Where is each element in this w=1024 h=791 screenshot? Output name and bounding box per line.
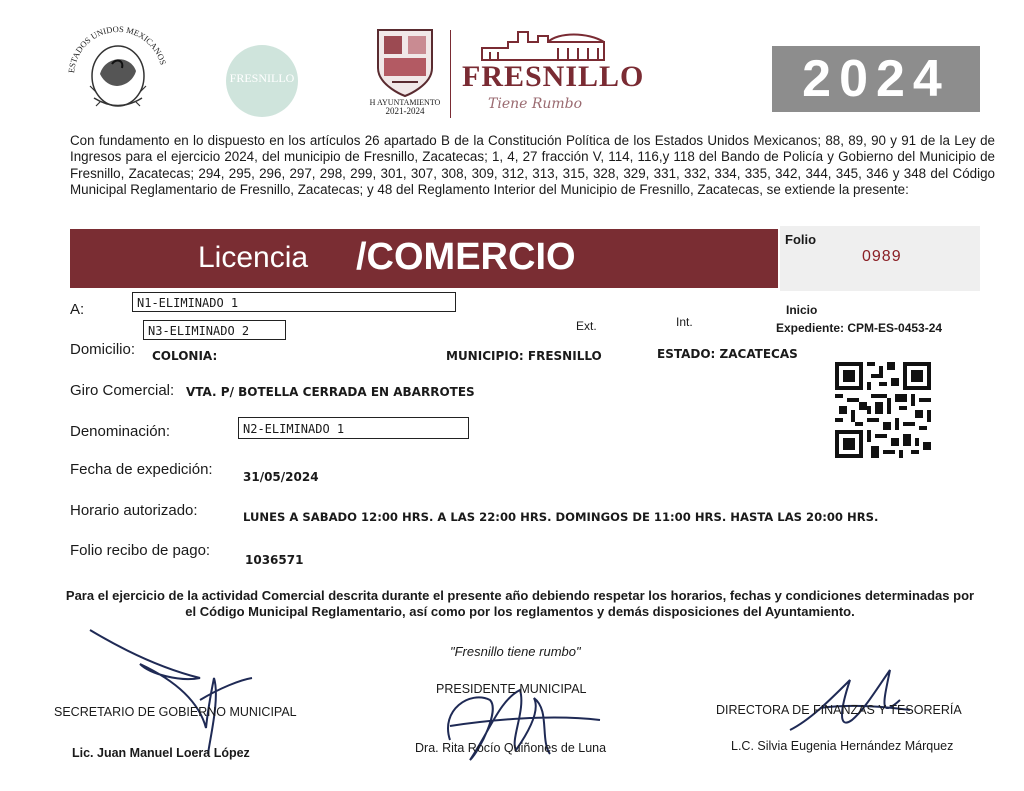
- giro-value: VTA. P/ BOTELLA CERRADA EN ABARROTES: [186, 385, 475, 399]
- fecha-label: Fecha de expedición:: [70, 461, 213, 478]
- title-licencia: Licencia: [198, 241, 309, 274]
- horario-value: LUNES A SABADO 12:00 HRS. A LAS 22:00 HRS. DOMINGOS DE 11:00 HRS. HASTA LAS 20:00 HRS.: [243, 510, 879, 524]
- municipality-name: FRESNILLO: [462, 60, 645, 93]
- title-comercio: /COMERCIO: [356, 236, 576, 278]
- inicio-label: Inicio: [786, 303, 818, 317]
- ayuntamiento-label: H AYUNTAMIENTO: [369, 98, 441, 107]
- qr-code: [835, 362, 931, 458]
- footer-conditions-text: Para el ejercicio de la actividad Comercial descrita durante el presente año debiendo respetar los horarios, fechas y condiciones determinadas por el Código Municipal Reglamentario, así como por los reglamentos y demás disposiciones del Ayuntamiento.: [65, 588, 975, 619]
- svg-text:ESTADOS UNIDOS MEXICANOS: ESTADOS UNIDOS MEXICANOS: [66, 23, 169, 74]
- ayuntamiento-caption: [365, 98, 445, 116]
- header-divider: [450, 30, 451, 118]
- fecha-value: 31/05/2024: [243, 470, 319, 484]
- a-label: A:: [70, 301, 85, 318]
- fresnillo-skyline-icon: [478, 26, 608, 62]
- legal-basis-text: Con fundamento en lo dispuesto en los artículos 26 apartado B de la Constitución Política de los Estados Unidos Mexicanos; 88, 89, 90 y 91 de la Ley de Ingresos para el ejercicio 2024, del municipio de Fresnillo, Zacatecas; 1, 4, 27 fracción V, 114, 116,y 118 del Bando de Policía y Gobierno del Municipio de Fresnillo, Zacatecas; 294, 295, 296, 297, 298, 299, 301, 307, 308, 309, 312, 313, 315, 328, 329, 331, 332, 334, 335, 342, 344, 345, 346 y 348 del Código Municipal Reglamentario de Fresnillo, Zacatecas; y 48 del Reglamento Interior del Municipio de Fresnillo, Zacatecas, se extiende la presente:: [70, 133, 995, 198]
- fresnillo-watermark-logo: [226, 45, 298, 117]
- signature-secretario-icon: [80, 618, 260, 758]
- municipality-tagline: Tiene Rumbo: [488, 96, 583, 112]
- domicilio-label: Domicilio:: [70, 341, 136, 358]
- int-label: Int.: [676, 315, 693, 329]
- ayuntamiento-shield-logo: [372, 24, 438, 98]
- signature-name-secretario: Lic. Juan Manuel Loera López: [72, 746, 250, 760]
- expediente-number: Expediente: CPM-ES-0453-24: [776, 321, 943, 335]
- ext-label: Ext.: [576, 319, 597, 333]
- signature-title-directora: DIRECTORA DE FINANZAS Y TESORERÍA: [716, 703, 962, 717]
- colonia-value: COLONIA:: [152, 349, 218, 363]
- signature-title-secretario: SECRETARIO DE GOBIERNO MUNICIPAL: [54, 705, 297, 719]
- giro-label: Giro Comercial:: [70, 382, 175, 399]
- recipient-address-field: N3-ELIMINADO 2: [143, 320, 286, 340]
- national-seal-logo: [60, 16, 176, 116]
- signature-name-directora: L.C. Silvia Eugenia Hernández Márquez: [731, 739, 954, 753]
- year-badge: 2024: [772, 46, 980, 112]
- folio-recibo-label: Folio recibo de pago:: [70, 542, 211, 559]
- horario-label: Horario autorizado:: [70, 502, 198, 519]
- folio-label: Folio: [785, 232, 817, 247]
- folio-number: 0989: [862, 248, 902, 265]
- signature-name-presidente: Dra. Rita Rocío Quiñones de Luna: [415, 741, 607, 755]
- denominacion-field: N2-ELIMINADO 1: [238, 417, 469, 439]
- license-title-bar: [70, 229, 778, 288]
- watermark-text: FRESNILLO: [229, 71, 295, 85]
- signature-title-presidente: PRESIDENTE MUNICIPAL: [436, 682, 587, 696]
- municipio-value: MUNICIPIO: FRESNILLO: [446, 349, 602, 363]
- denominacion-label: Denominación:: [70, 423, 171, 440]
- folio-recibo-value: 1036571: [245, 553, 304, 567]
- estado-value: ESTADO: ZACATECAS: [657, 347, 798, 361]
- recipient-name-field: N1-ELIMINADO 1: [132, 292, 456, 312]
- motto: "Fresnillo tiene rumbo": [450, 644, 581, 659]
- ayuntamiento-period: 2021-2024: [385, 106, 425, 116]
